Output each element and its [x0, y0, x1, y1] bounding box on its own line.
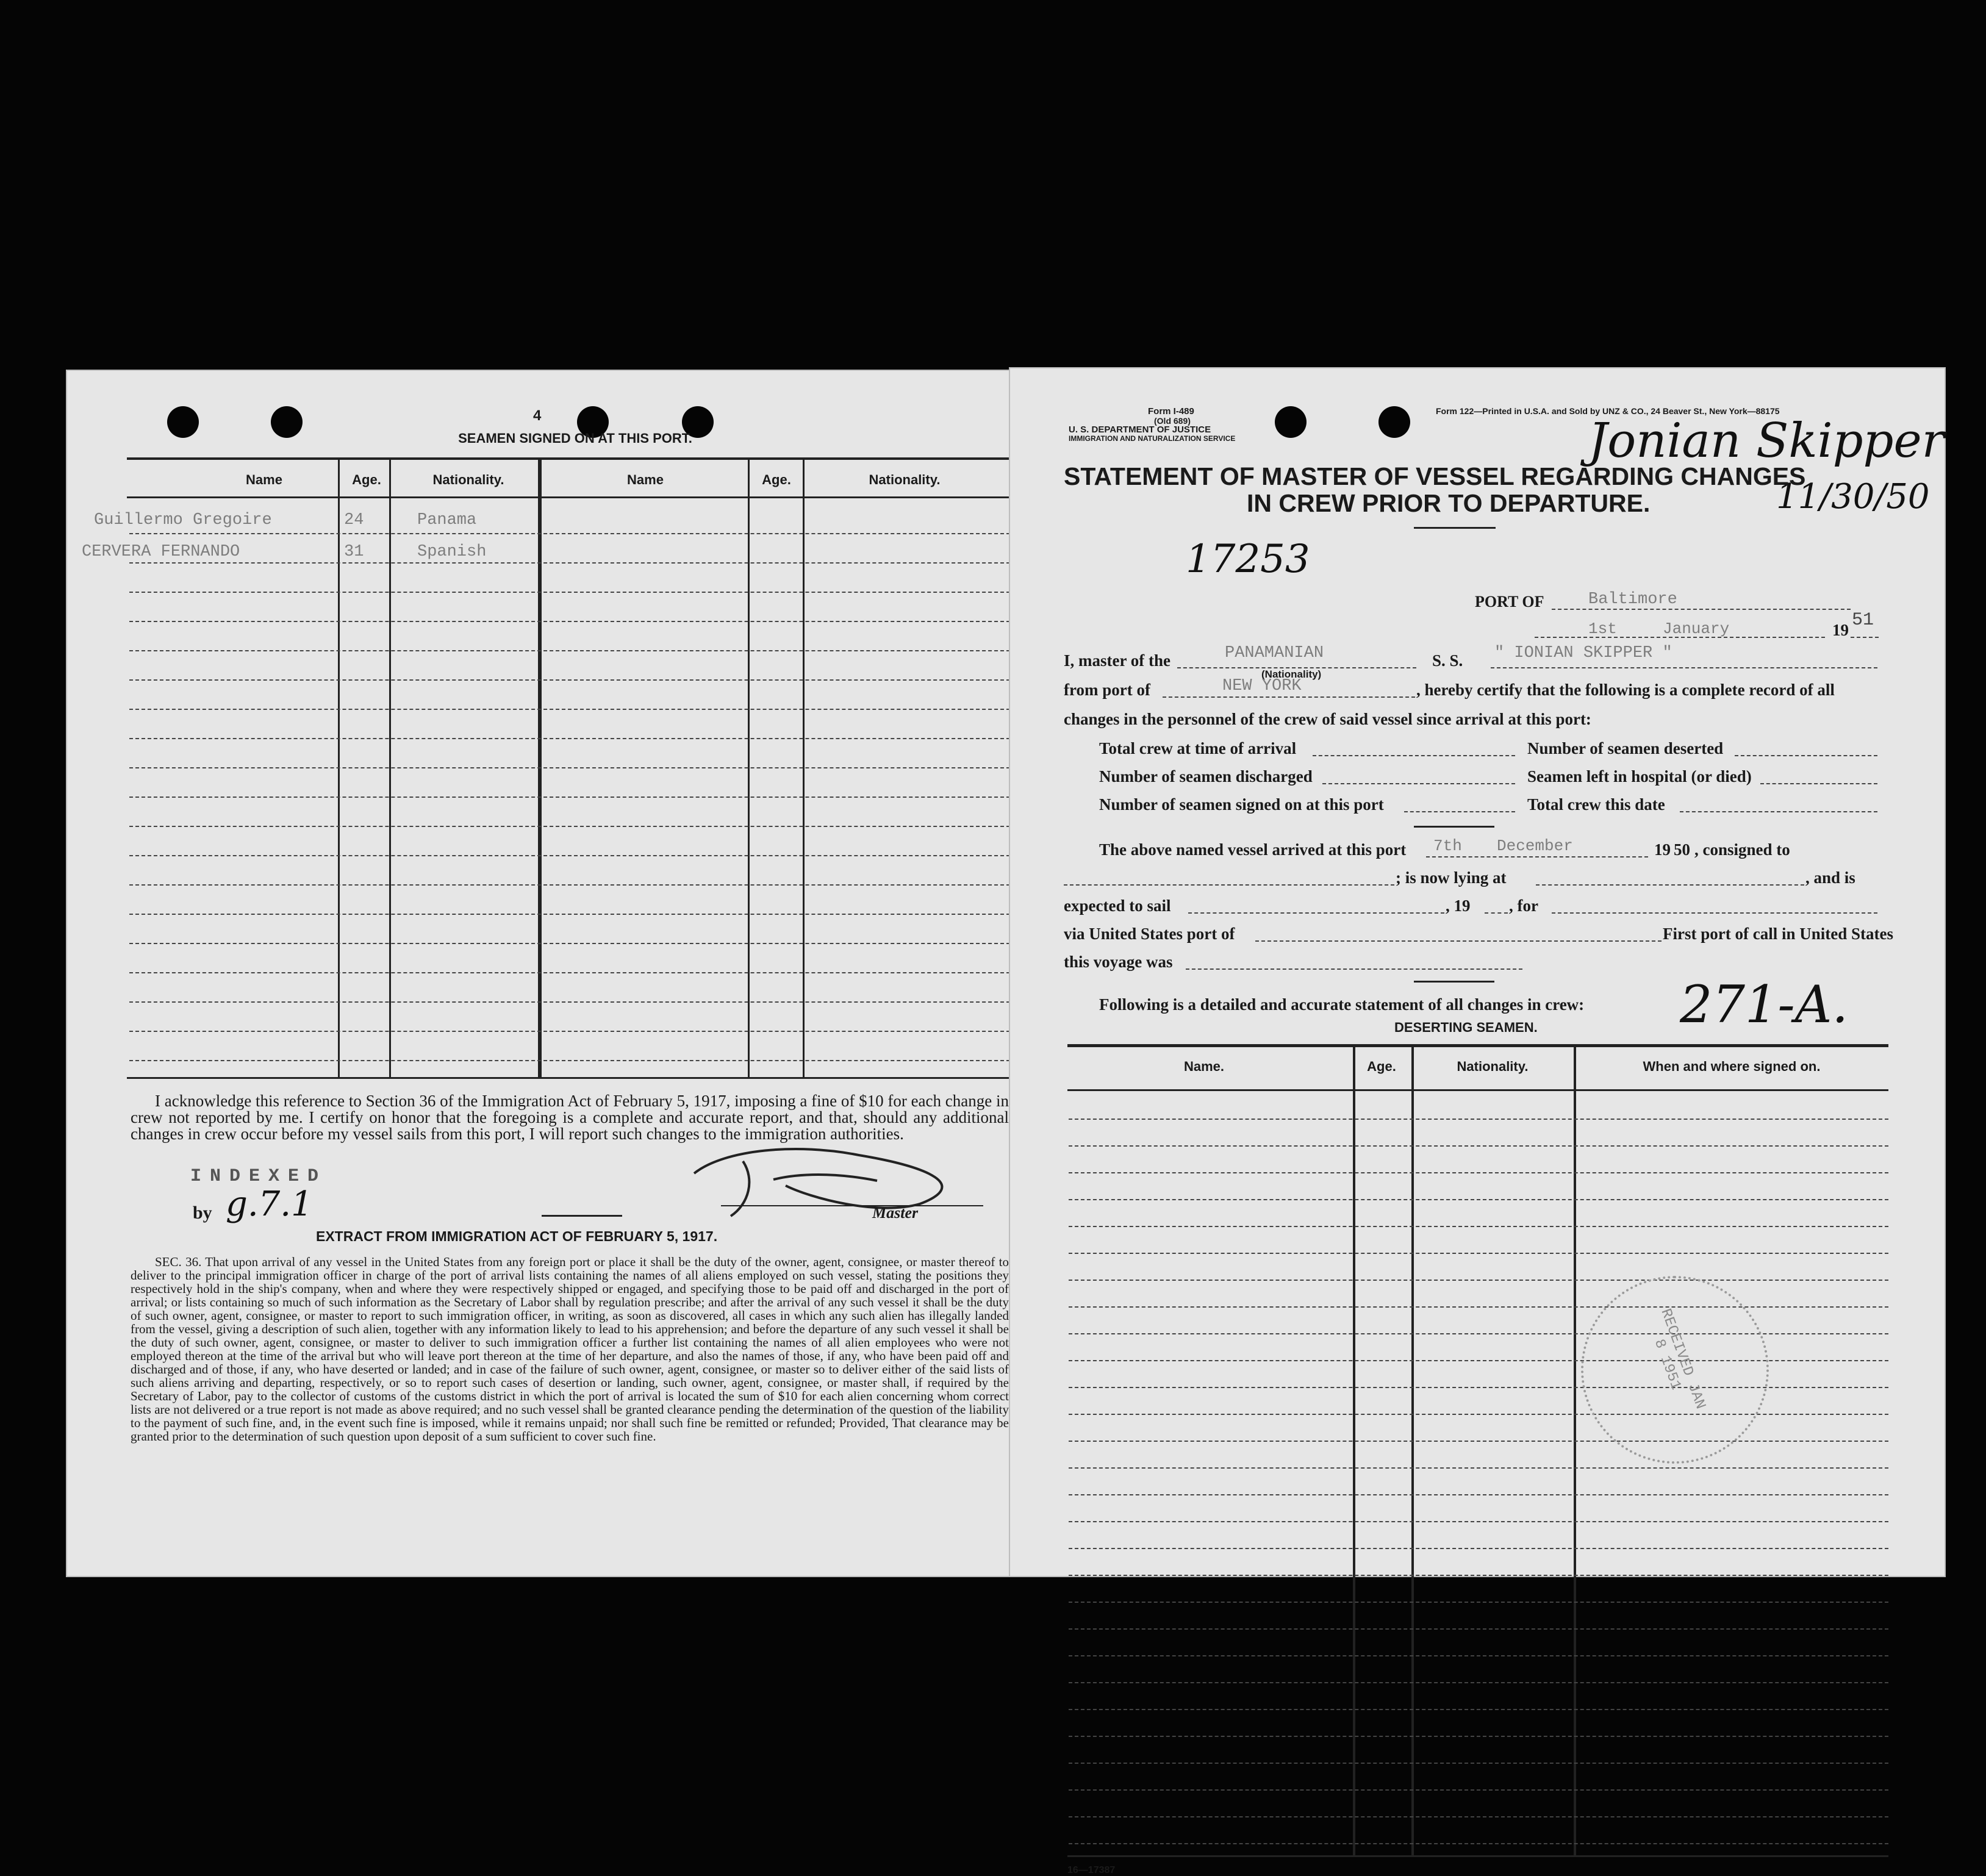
ruled-line	[129, 855, 1010, 856]
arrived-day: 7th	[1433, 837, 1462, 855]
printer-line: Form 122—Printed in U.S.A. and Sold by UNZ & CO., 24 Beaver St., New York—88175	[1436, 406, 1780, 416]
column-header-signed-on: When and where signed on.	[1643, 1059, 1821, 1074]
ruled-line	[1069, 1628, 1888, 1630]
ship-value: " IONIAN SKIPPER "	[1494, 644, 1672, 662]
ruled-line	[129, 738, 1010, 739]
seamen-signed-on-label: Number of seamen signed on at this port	[1099, 795, 1384, 814]
extract-title: EXTRACT FROM IMMIGRATION ACT OF FEBRUARY 5, 1917.	[316, 1228, 718, 1244]
ruled-line	[1069, 1333, 1888, 1334]
ruled-line	[1069, 1682, 1888, 1683]
year-19-label: , 19	[1446, 897, 1471, 915]
section-title: SEAMEN SIGNED ON AT THIS PORT.	[458, 431, 692, 446]
year-line	[1851, 637, 1879, 638]
ruled-line	[129, 1001, 1010, 1003]
divider-short	[542, 1215, 622, 1217]
seaman-nationality: Panama	[417, 511, 477, 529]
ss-label: S. S.	[1432, 651, 1463, 670]
lying-at-line	[1536, 884, 1804, 886]
date-day: 1st	[1588, 620, 1617, 638]
table-bottom-rule	[1067, 1855, 1888, 1857]
form-old-number: (Old 689)	[1154, 416, 1191, 426]
via-port-label: via United States port of	[1064, 925, 1235, 943]
from-port-value: NEW YORK	[1222, 677, 1302, 695]
table-row	[94, 511, 765, 533]
seaman-age: 31	[344, 543, 364, 561]
table-top-rule	[127, 457, 1010, 460]
seamen-hospital-line	[1760, 783, 1877, 784]
consignee-line	[1064, 884, 1394, 886]
ruled-line	[129, 650, 1010, 651]
total-crew-arrival-line	[1313, 755, 1515, 756]
column-divider	[1574, 1045, 1576, 1855]
this-voyage-line	[1186, 968, 1522, 970]
indexed-initials: g.7.1	[226, 1184, 313, 1224]
ruled-line	[1069, 1709, 1888, 1710]
form-title-line2: IN CREW PRIOR TO DEPARTURE.	[1247, 489, 1651, 517]
ruled-line	[1069, 1467, 1888, 1469]
total-crew-arrival-label: Total crew at time of arrival	[1099, 739, 1297, 757]
footer-code: 16—17387	[1067, 1865, 1116, 1875]
ruled-line	[1069, 1602, 1888, 1603]
handwritten-number: 17253	[1186, 537, 1310, 582]
acknowledgment-text: I acknowledge this reference to Section 36 of the Immigration Act of February 5, 1917, imposing a fine of $10 for each change in crew not reported by me. I certify on honor that the foregoing is a complete and accurate report, and that, should any additional changes in crew occur before my vessel sails from this port, I will report such changes to the immigration authorities.	[131, 1092, 1009, 1143]
ruled-line	[1069, 1548, 1888, 1549]
for-label: , for	[1509, 897, 1538, 915]
expected-to-sail-label: expected to sail	[1064, 897, 1171, 915]
table-header-rule	[127, 496, 1010, 498]
table-bottom-rule	[127, 1077, 1010, 1079]
received-stamp	[1581, 1276, 1769, 1464]
form-title-line1: STATEMENT OF MASTER OF VESSEL REGARDING CHANGES	[1064, 462, 1806, 490]
ruled-line	[129, 592, 1010, 593]
from-port-label: from port of	[1064, 681, 1150, 699]
total-crew-date-label: Total crew this date	[1527, 795, 1665, 814]
consigned-to-label: , consigned to	[1694, 840, 1790, 859]
master-signature	[676, 1143, 969, 1222]
table-row	[82, 543, 753, 565]
column-header-age: Age.	[352, 472, 381, 487]
ruled-line	[1069, 1736, 1888, 1737]
arrived-label: The above named vessel arrived at this port	[1099, 840, 1407, 859]
ruled-line	[129, 797, 1010, 798]
service-name: IMMIGRATION AND NATURALIZATION SERVICE	[1069, 434, 1236, 443]
this-voyage-label: this voyage was	[1064, 953, 1173, 971]
seamen-discharged-line	[1322, 783, 1515, 784]
ruled-line	[129, 884, 1010, 886]
ruled-line	[129, 826, 1010, 827]
department-name: U. S. DEPARTMENT OF JUSTICE	[1069, 424, 1211, 435]
column-header-nationality: Nationality.	[1457, 1059, 1529, 1074]
indexed-by-label: by	[193, 1203, 212, 1223]
column-divider	[1411, 1045, 1414, 1855]
arrived-year-prefix: 19	[1654, 840, 1671, 859]
ruled-line	[1069, 1145, 1888, 1147]
ruled-line	[1069, 1199, 1888, 1200]
column-header-name: Name	[627, 472, 664, 487]
ruled-line	[129, 533, 1010, 534]
arrived-month: December	[1497, 837, 1573, 855]
arrived-year-suffix: 50	[1674, 840, 1690, 859]
seamen-deserted-label: Number of seamen deserted	[1527, 739, 1724, 757]
ruled-line	[129, 1060, 1010, 1061]
seamen-deserted-line	[1735, 755, 1877, 756]
ruled-line	[1069, 1226, 1888, 1227]
port-label: PORT OF	[1475, 593, 1544, 610]
column-header-age: Age.	[1367, 1059, 1396, 1074]
seaman-age: 24	[344, 511, 364, 529]
divider-short	[1414, 981, 1494, 983]
first-port-label: First port of call in United States	[1663, 925, 1893, 943]
certify-text: , hereby certify that the following is a complete record of all	[1416, 681, 1835, 699]
changes-text: changes in the personnel of the crew of said vessel since arrival at this port:	[1064, 710, 1591, 728]
ruled-line	[1069, 1280, 1888, 1281]
expected-to-sail-line	[1188, 912, 1444, 914]
ruled-line	[1069, 1414, 1888, 1415]
stamp-text: RECEIVED JAN 8 1951	[1650, 1306, 1708, 1412]
ship-line	[1491, 667, 1877, 668]
seaman-nationality: Spanish	[417, 543, 487, 561]
column-header-nationality: Nationality.	[869, 472, 941, 487]
section-36-text: SEC. 36. That upon arrival of any vessel in the United States from any foreign port or place it shall be the duty of the owner, agent, consignee, or master thereof to deliver to the principal immigration officer in charge of the port of arrival lists containing the names of all aliens employed on such vessel, stating the positions they respectively hold in the ship's company, when and where they were respectively shipped or engaged, and specifying those to be paid off and discharged in the port of arrival; or lists containing so much of such information as the Secretary of Labor shall by regulation prescribe; and after the arrival of any such vessel it shall be the duty of such owner, agent, consignee, or master to report to such immigration officer, in writing, as soon as discovered, all cases in which any such alien has illegally landed from the vessel, giving a description of such alien, together with any information likely to lead to his apprehension; and before the departure of any such vessel it shall be the duty of such owner, agent, consignee, or master to deliver to such immigration officer a further list containing the names of all alien employees who were not employed thereon at the time of the arrival but who will leave port thereon at the time of her departure, and also the names of those, if any, who have been paid off and discharged and of those, if any, who have deserted or landed; and in case of the failure of such owner, agent, consignee, or master so to deliver either of the said lists of such aliens arriving and departing, respectively, or so to report such cases of desertion or landing, such owner, agent, consignee, or master shall, if required by the Secretary of Labor, pay to the collector of customs of the customs district in which the port of arrival is located the sum of $10 for each alien concerning whom correct lists are not delivered or a true report is not made as above required; and no such vessel shall be granted clearance pending the determination of the question of the liability to the payment of such fine, and, in the event such fine is imposed, while it remains unpaid; nor shall such fine be remitted or refunded; Provided, That clearance may be granted prior to the determination of such question upon deposit of a sum sufficient to cover such fine.	[131, 1255, 1009, 1444]
seamen-hospital-label: Seamen left in hospital (or died)	[1527, 767, 1752, 786]
nationality-value: PANAMANIAN	[1225, 644, 1324, 662]
divider-short	[1414, 826, 1494, 828]
handwritten-date: 11/30/50	[1776, 477, 1930, 517]
handwritten-code: 271-A.	[1680, 975, 1849, 1034]
master-label: Master	[872, 1204, 919, 1222]
deserting-seamen-title: DESERTING SEAMEN.	[1394, 1020, 1538, 1035]
arrived-date-line	[1426, 856, 1648, 857]
ruled-line	[1069, 1441, 1888, 1442]
ruled-line	[129, 972, 1010, 973]
date-month: January	[1663, 620, 1730, 638]
ruled-line	[1069, 1494, 1888, 1495]
seaman-name: Guillermo Gregoire	[94, 511, 272, 529]
column-header-nationality: Nationality.	[432, 472, 504, 487]
ruled-line	[1069, 1253, 1888, 1254]
port-line	[1552, 609, 1851, 610]
seaman-name: CERVERA FERNANDO	[82, 543, 240, 561]
ruled-line	[1069, 1521, 1888, 1522]
column-header-name: Name	[246, 472, 282, 487]
right-page	[1009, 367, 1946, 1875]
seamen-signed-on-line	[1404, 811, 1515, 812]
ruled-line	[1069, 1763, 1888, 1764]
ruled-line	[129, 709, 1010, 710]
ruled-line	[1069, 1575, 1888, 1576]
lying-at-label: ; is now lying at	[1396, 868, 1507, 887]
ruled-line	[1069, 1789, 1888, 1791]
indexed-stamp: INDEXED	[190, 1166, 328, 1187]
ruled-line	[1069, 1655, 1888, 1656]
punch-hole	[1275, 406, 1307, 438]
for-line	[1552, 912, 1877, 914]
column-divider	[1353, 1045, 1355, 1855]
following-text: Following is a detailed and accurate statement of all changes in crew:	[1099, 995, 1585, 1014]
ruled-line	[1069, 1843, 1888, 1844]
ruled-line	[129, 767, 1010, 768]
ruled-line	[1069, 1172, 1888, 1173]
handwritten-ship-name: Jonian Skipper	[1588, 414, 1945, 468]
and-is-label: , and is	[1805, 868, 1855, 887]
via-port-line	[1255, 940, 1662, 942]
total-crew-date-line	[1680, 811, 1877, 812]
column-header-age: Age.	[762, 472, 791, 487]
column-header-name: Name.	[1183, 1059, 1225, 1074]
ruled-line	[1069, 1816, 1888, 1817]
table-header-rule	[1067, 1089, 1888, 1091]
ruled-line	[129, 943, 1010, 944]
date-year-prefix: 19	[1832, 621, 1849, 639]
master-signature-line	[721, 1205, 983, 1206]
sail-year-line	[1485, 912, 1508, 914]
from-port-line	[1163, 696, 1415, 698]
table-top-rule	[1067, 1044, 1888, 1047]
page-number: 4	[533, 407, 542, 424]
seamen-discharged-label: Number of seamen discharged	[1099, 767, 1313, 786]
ruled-line	[129, 914, 1010, 915]
ruled-line	[129, 1031, 1010, 1032]
port-value: Baltimore	[1588, 590, 1677, 609]
punch-hole	[1378, 406, 1410, 438]
ruled-line	[1069, 1119, 1888, 1120]
ruled-line	[129, 621, 1010, 622]
left-page	[66, 370, 1011, 1577]
form-number: Form I-489	[1148, 406, 1194, 417]
title-underline	[1414, 527, 1496, 529]
nationality-caption: (Nationality)	[1261, 668, 1322, 680]
ruled-line	[129, 679, 1010, 681]
ruled-line	[1069, 1306, 1888, 1308]
master-of-label: I, master of the	[1064, 651, 1170, 670]
date-year-suffix: 51	[1852, 610, 1874, 631]
